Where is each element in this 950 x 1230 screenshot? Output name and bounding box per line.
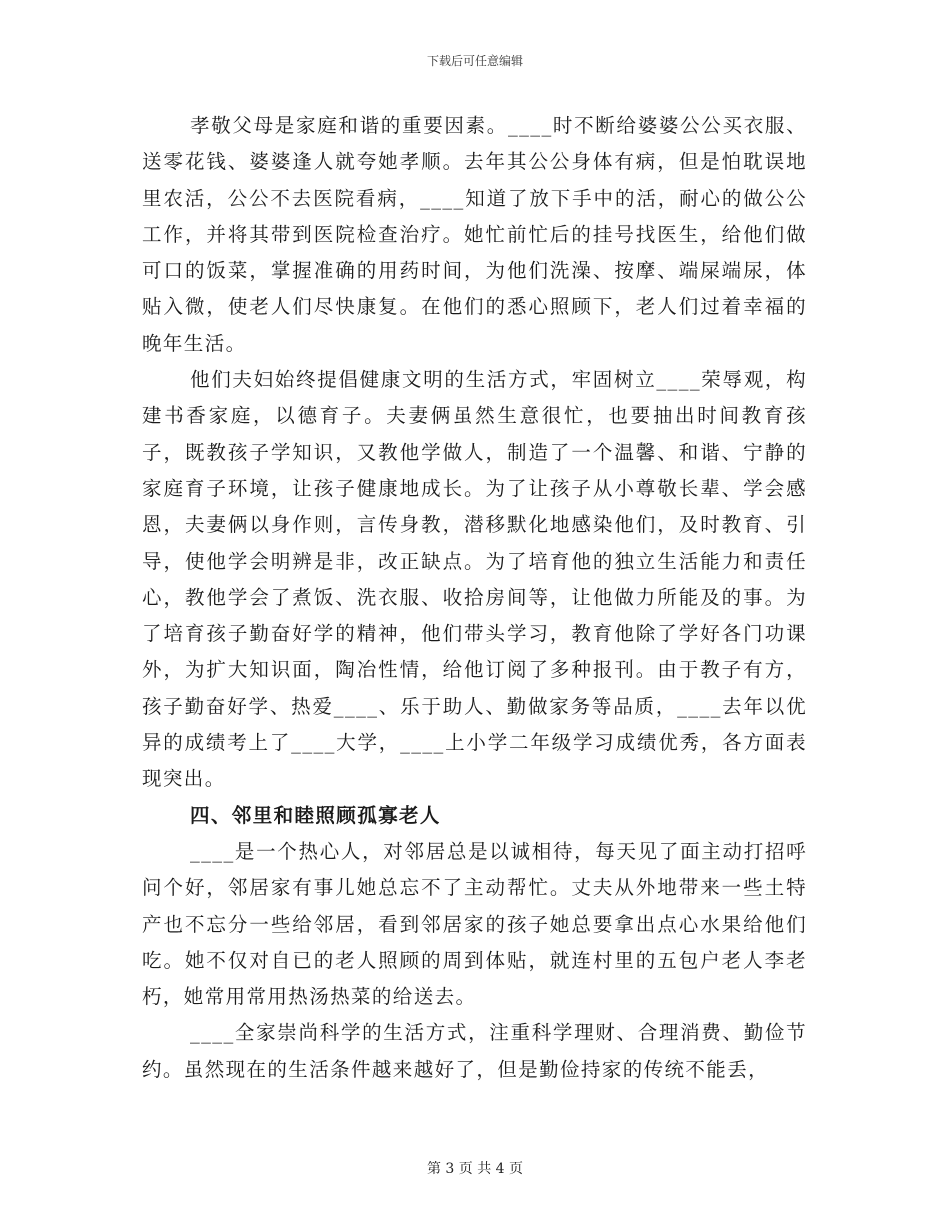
page-number-footer: 第 3 页 共 4 页: [426, 1161, 524, 1177]
body-paragraph: 他们夫妇始终提倡健康文明的生活方式，牢固树立____荣辱观，构建书香家庭，以德育子。夫妻俩虽然生意很忙，也要抽出时间教育孩子，既教孩子学知识，又教他学做人，制造了一个温馨、和谐、宁静的家庭育子环境，让孩子健康地成长。为了让孩子从小尊敬长辈、学会感恩，夫妻俩以身作则，言传身教，潜移默化地感染他们，及时教育、引导，使他学会明辨是非，改正缺点。为了培育他的独立生活能力和责任心，教他学会了煮饭、洗衣服、收拾房间等，让他做力所能及的事。为了培育孩子勤奋好学的精神，他们带头学习，教育他除了学好各门功课外，为扩大知识面，陶冶性情，给他订阅了多种报刊。由于教子有方，孩子勤奋好学、热爱____、乐于助人、勤做家务等品质，____去年以优异的成绩考上了____大学，____上小学二年级学习成绩优秀，各方面表现突出。: [142, 368, 807, 791]
document-body: [142, 108, 807, 1088]
body-paragraph: ____是一个热心人，对邻居总是以诚相待，每天见了面主动打招呼问个好，邻居家有事儿她总忘不了主动帮忙。丈夫从外地带来一些土特产也不忘分一些给邻居，看到邻居家的孩子她总要拿出点心水果给他们吃。她不仅对自已的老人照顾的周到体贴，就连村里的五包户老人李老朽，她常用常用热汤热菜的给送去。: [142, 839, 807, 1009]
section-heading: 四、邻里和睦照顾孤寡老人: [190, 803, 441, 827]
body-paragraph: ____全家崇尚科学的生活方式，注重科学理财、合理消费、勤俭节约。虽然现在的生活条件越来越好了，但是勤俭持家的传统不能丢，: [142, 1021, 807, 1081]
body-paragraph: 孝敬父母是家庭和谐的重要因素。____时不断给婆婆公公买衣服、送零花钱、婆婆逢人就夸她孝顺。去年其公公身体有病，但是怕耽误地里农活，公公不去医院看病，____知道了放下手中的活，耐心的做公公工作，并将其带到医院检查治疗。她忙前忙后的挂号找医生，给他们做可口的饭菜，掌握准确的用药时间，为他们洗澡、按摩、端屎端尿，体贴入微，使老人们尽快康复。在他们的悉心照顾下，老人们过着幸福的晚年生活。: [142, 114, 807, 355]
page-header-note: 下载后可任意编辑: [426, 54, 523, 68]
